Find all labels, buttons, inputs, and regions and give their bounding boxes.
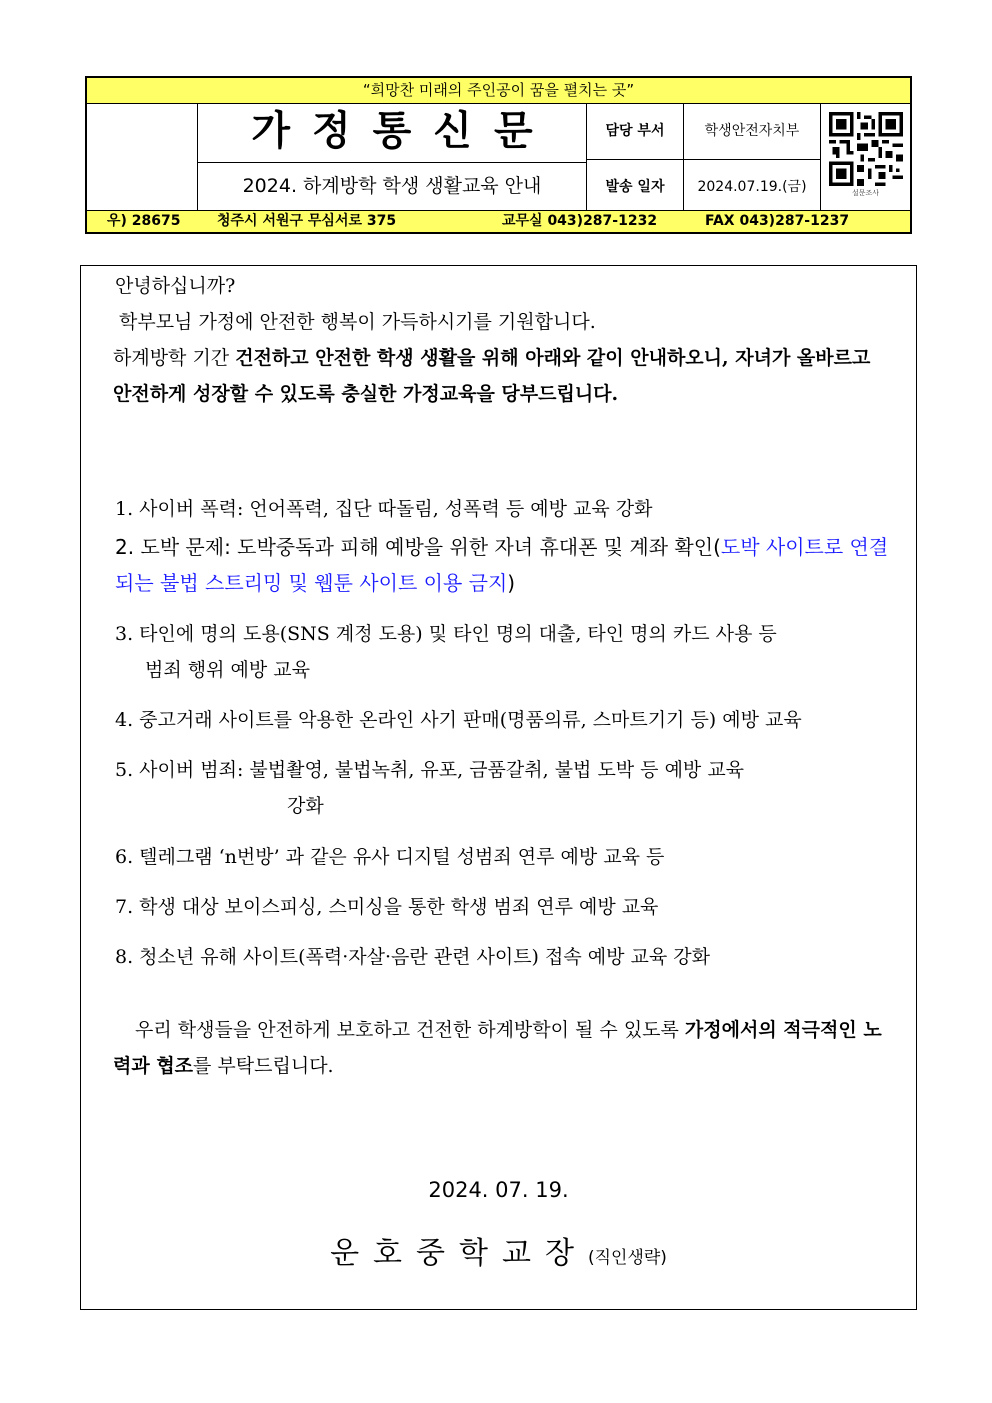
signature-line [81, 1228, 916, 1272]
item5-text: 5. 사이버 범죄: 불법촬영, 불법녹취, 유포, 금품갈취, 불법 도박 등 예방 교육 [115, 759, 745, 781]
wish-line: 학부모님 가정에 안전한 행복이 가득하시기를 기원합니다. [119, 311, 596, 333]
dept-value: 학생안전자치부 [683, 104, 820, 159]
document-title: 가정통신문 [251, 107, 555, 154]
school-address: 청주시 서원구 무심서로 375 [217, 213, 397, 229]
list-item: 8. 청소년 유해 사이트(폭력·자살·음란 관련 사이트) 접속 예방 교육 강화 [115, 946, 710, 968]
school-motto: “희망찬 미래의 주인공이 꿈을 펼치는 곳” [87, 78, 910, 104]
list-item: 7. 학생 대상 보이스피싱, 스미싱을 통한 학생 범죄 연루 예방 교육 [115, 896, 659, 918]
item3-continued: 범죄 행위 예방 교육 [145, 659, 310, 681]
item2-close: ) [507, 571, 516, 595]
title-divider [198, 162, 586, 163]
item5-continued: 강화 [287, 795, 324, 817]
item2-warning: 도박 사이트로 연결되는 불법 스트리밍 및 웹툰 사이트 이용 금지 [115, 535, 889, 595]
date-label: 발송 일자 [586, 159, 683, 214]
intro-bold: 건전하고 안전한 학생 생활을 위해 아래와 같이 안내하오니, 자녀가 올바르고 안전하게 성장할 수 있도록 충실한 가정교육을 당부드립니다. [113, 347, 871, 405]
title-cell [197, 104, 586, 214]
postal-code: 우) 28675 [107, 213, 181, 229]
qr-cell [820, 104, 910, 214]
list-item [115, 616, 905, 688]
list-item [115, 752, 905, 824]
date-value: 2024.07.19.(금) [683, 159, 820, 214]
fax-number: FAX 043)287-1237 [705, 213, 850, 229]
principal-title: 운호중학교장 [330, 1236, 588, 1271]
qr-caption: 설문조사 [851, 189, 880, 197]
dept-label: 담당 부서 [586, 104, 683, 159]
document-subtitle: 2024. 하계방학 학생 생활교육 안내 [242, 175, 542, 197]
greeting: 안녕하십니까? [115, 275, 236, 297]
item2-text: 2. 도박 문제: 도박중독과 피해 예방을 위한 자녀 휴대폰 및 계좌 확인( [115, 535, 721, 559]
closing-paragraph [113, 1012, 893, 1084]
list-item: 1. 사이버 폭력: 언어폭력, 집단 따돌림, 성폭력 등 예방 교육 강화 [115, 498, 653, 520]
letter-body [80, 265, 917, 1310]
letter-date: 2024. 07. 19. [428, 1178, 569, 1202]
qr-code-icon[interactable] [829, 112, 903, 186]
intro-plain: 하계방학 기간 [113, 347, 236, 369]
item3-text: 3. 타인에 명의 도용(SNS 계정 도용) 및 타인 명의 대출, 타인 명의 카드 사용 등 [115, 623, 777, 645]
closing-plain: 우리 학생들을 안전하게 보호하고 건전한 하계방학이 될 수 있도록 [135, 1019, 685, 1041]
newsletter-header [85, 76, 912, 234]
closing-bold: 가정에서의 적극적인 노력과 협조 [113, 1019, 882, 1077]
list-item-gambling [115, 529, 895, 601]
list-item: 6. 텔레그램 ‘n번방’ 과 같은 유사 디지털 성범죄 연루 예방 교육 등 [115, 846, 665, 868]
header-blank-cell [87, 104, 197, 214]
header-main-row [87, 104, 910, 214]
seal-omitted-note: (직인생략) [587, 1248, 667, 1268]
list-item: 4. 중고거래 사이트를 악용한 온라인 사기 판매(명품의류, 스마트기기 등) 예방 교육 [115, 709, 802, 731]
intro-paragraph [113, 340, 893, 412]
office-phone: 교무실 043)287-1232 [502, 213, 658, 229]
address-bar [87, 210, 910, 232]
closing-end: 를 부탁드립니다. [193, 1055, 334, 1077]
